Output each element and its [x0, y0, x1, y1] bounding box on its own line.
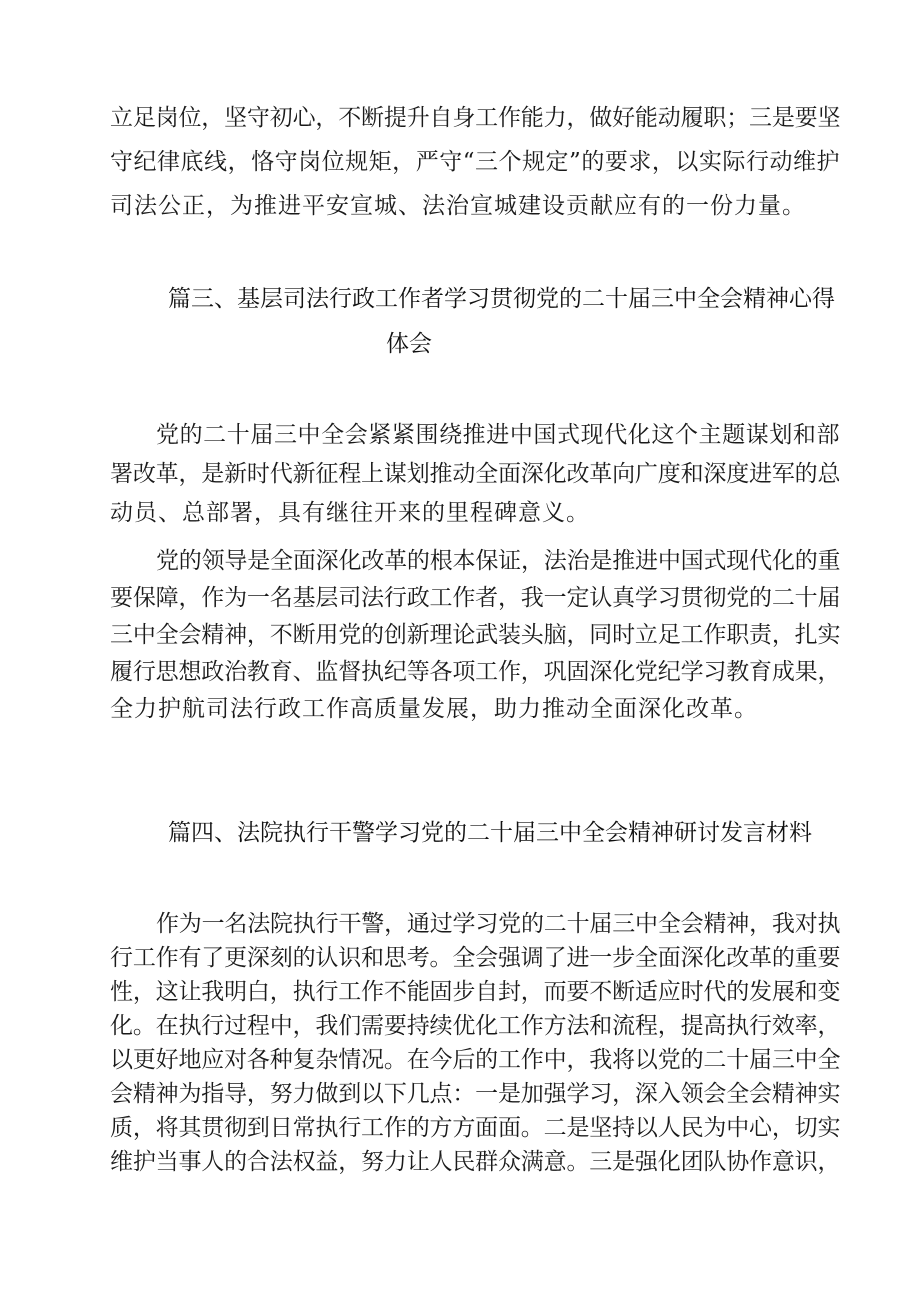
section-three-paragraph-2	[110, 543, 840, 728]
paragraph-line: 以更好地应对各种复杂情况。在今后的工作中，我将以党的二十届三中全	[110, 1047, 840, 1073]
paragraph-line: 质，将其贯彻到日常执行工作的方方面面。二是坚持以人民为中心，切实	[110, 1115, 840, 1141]
paragraph-line: 化。在执行过程中，我们需要持续优化工作方法和流程，提高执行效率，	[110, 1013, 840, 1039]
section-four-paragraph-1	[110, 907, 840, 1179]
section-three-title-line2: 体会	[386, 331, 432, 357]
paragraph-line: 行工作有了更深刻的认识和思考。全会强调了进一步全面深化改革的重要	[110, 945, 840, 971]
paragraph-line: 守纪律底线，恪守岗位规矩，严守“三个规定”的要求，以实际行动维护	[110, 149, 840, 175]
paragraph-line: 署改革，是新时代新征程上谋划推动全面深化改革向广度和深度进军的总	[110, 461, 840, 487]
paragraph-line: 会精神为指导，努力做到以下几点：一是加强学习，深入领会全会精神实	[110, 1081, 840, 1107]
section-four-title: 篇四、法院执行干警学习党的二十届三中全会精神研讨发言材料	[168, 820, 812, 846]
paragraph-line: 司法公正，为推进平安宣城、法治宣城建设贡献应有的一份力量。	[110, 193, 806, 219]
paragraph-line: 性，这让我明白，执行工作不能固步自封，而要不断适应时代的发展和变	[110, 979, 840, 1005]
paragraph-line: 党的二十届三中全会紧紧围绕推进中国式现代化这个主题谋划和部	[156, 422, 840, 448]
paragraph-line: 维护当事人的合法权益，努力让人民群众满意。三是强化团队协作意识，	[110, 1149, 840, 1175]
paragraph-line: 要保障，作为一名基层司法行政工作者，我一定认真学习贯彻党的二十届	[110, 585, 840, 611]
paragraph-line: 三中全会精神，不断用党的创新理论武装头脑，同时立足工作职责，扎实	[110, 622, 840, 648]
paragraph-line: 全力护航司法行政工作高质量发展，助力推动全面深化改革。	[110, 696, 758, 722]
paragraph-line: 立足岗位，坚守初心，不断提升自身工作能力，做好能动履职；三是要坚	[110, 105, 840, 131]
paragraph-line: 作为一名法院执行干警，通过学习党的二十届三中全会精神，我对执	[156, 911, 840, 937]
paragraph-line: 党的领导是全面深化改革的根本保证，法治是推进中国式现代化的重	[156, 548, 840, 574]
intro-paragraph	[110, 96, 840, 228]
paragraph-line: 动员、总部署，具有继往开来的里程碑意义。	[110, 500, 590, 526]
paragraph-line: 履行思想政治教育、监督执纪等各项工作，巩固深化党纪学习教育成果，	[110, 659, 840, 685]
section-three-title-line1: 篇三、基层司法行政工作者学习贯彻党的二十届三中全会精神心得	[168, 286, 835, 312]
section-three-paragraph-1	[110, 416, 840, 533]
